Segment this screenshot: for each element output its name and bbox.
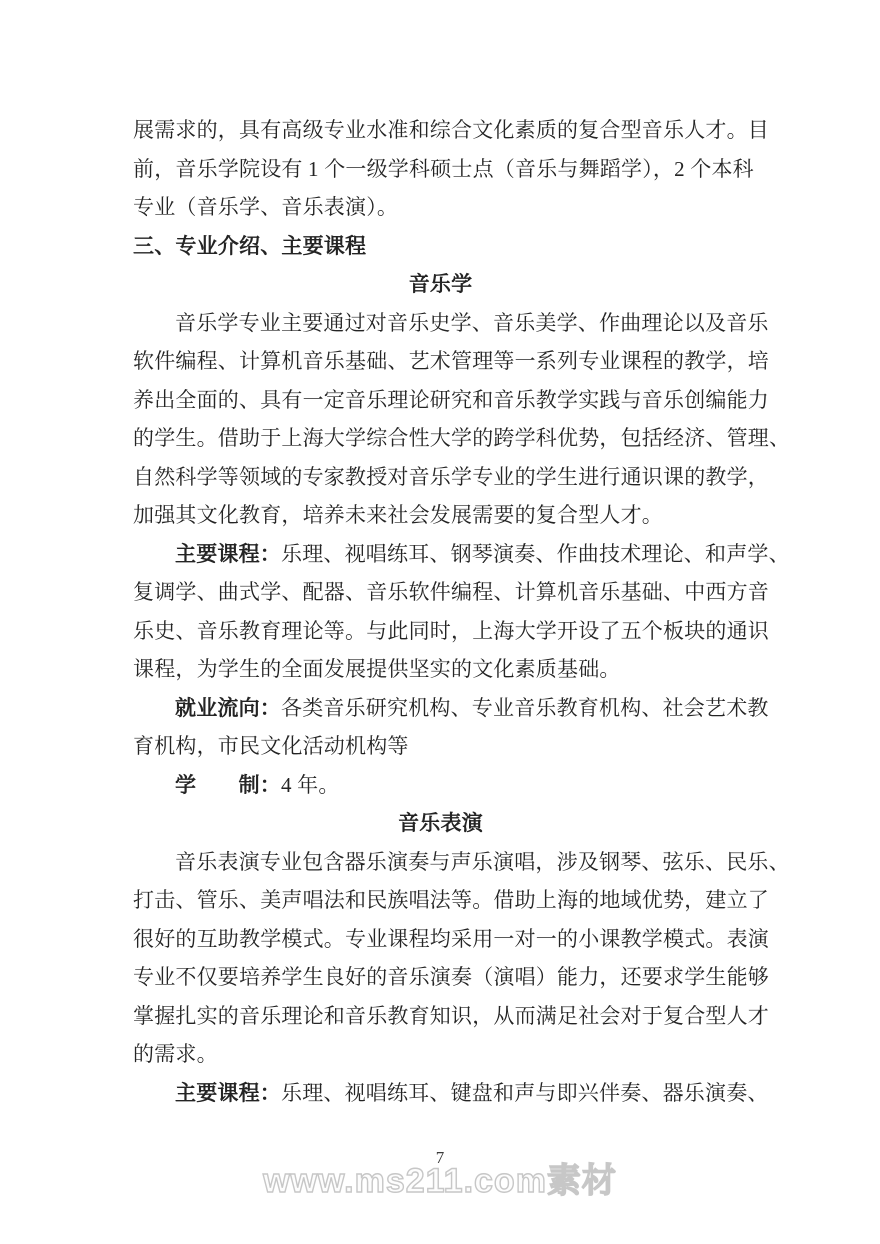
major-heading-musicology: 音乐学 (408, 272, 473, 296)
body-line: 养出全面的、具有一定音乐理论研究和音乐教学实践与音乐创编能力 (133, 387, 769, 412)
body-line: 很好的互助教学模式。专业课程均采用一对一的小课教学模式。表演 (133, 926, 769, 951)
courses-line: 乐史、音乐教育理论等。与此同时，上海大学开设了五个板块的通识 (133, 618, 769, 643)
intro-line: 前，音乐学院设有 1 个一级学科硕士点（音乐与舞蹈学），2 个本科 (133, 156, 754, 181)
courses-line (133, 535, 790, 574)
duration-line (133, 766, 748, 805)
employment-line (133, 689, 769, 728)
body-line: 打击、管乐、美声唱法和民族唱法等。借助上海的地域优势，建立了 (133, 888, 769, 912)
body-line: 自然科学等领域的专家教授对音乐学专业的学生进行通识课的教学， (133, 464, 769, 489)
page-number: 7 (435, 1148, 445, 1167)
duration-label: 学 制： (175, 772, 281, 797)
courses-text: 乐理、视唱练耳、钢琴演奏、作曲技术理论、和声学、 (281, 541, 790, 566)
section-heading: 三、专业介绍、主要课程 (133, 233, 367, 258)
body-line: 专业不仅要培养学生良好的音乐演奏（演唱）能力，还要求学生能够 (133, 965, 769, 989)
duration-value: 4 年。 (281, 772, 340, 797)
body-line: 的需求。 (133, 1042, 218, 1066)
body-line: 加强其文化教育，培养未来社会发展需要的复合型人才。 (133, 503, 663, 527)
courses-text: 乐理、视唱练耳、键盘和声与即兴伴奏、器乐演奏、 (281, 1080, 769, 1105)
watermark: www.ms211.com素材 (263, 1162, 617, 1200)
employment-text: 各类音乐研究机构、专业音乐教育机构、社会艺术教 (281, 695, 769, 720)
courses-line (133, 1074, 769, 1113)
body-line: 软件编程、计算机音乐基础、艺术管理等一系列专业课程的教学，培 (133, 349, 769, 373)
employment-line: 育机构，市民文化活动机构等 (133, 734, 409, 758)
body-line: 掌握扎实的音乐理论和音乐教育知识，从而满足社会对于复合型人才 (133, 1003, 769, 1028)
courses-line: 复调学、曲式学、配器、音乐软件编程、计算机音乐基础、中西方音 (133, 580, 769, 604)
body-line: 音乐学专业主要通过对音乐史学、音乐美学、作曲理论以及音乐 (175, 310, 769, 335)
courses-line: 课程，为学生的全面发展提供坚实的文化素质基础。 (133, 657, 621, 681)
body-line: 音乐表演专业包含器乐演奏与声乐演唱，涉及钢琴、弦乐、民乐、 (175, 849, 790, 874)
body-line: 的学生。借助于上海大学综合性大学的跨学科优势，包括经济、管理、 (133, 426, 791, 450)
major-heading-performance: 音乐表演 (398, 811, 483, 835)
employment-label: 就业流向： (175, 695, 281, 720)
courses-label: 主要课程： (175, 541, 281, 566)
intro-line: 展需求的，具有高级专业水准和综合文化素质的复合型音乐人才。目 (133, 118, 769, 142)
courses-label: 主要课程： (175, 1080, 281, 1105)
intro-line: 专业（音乐学、音乐表演）。 (133, 195, 399, 219)
document-body (133, 111, 791, 1112)
